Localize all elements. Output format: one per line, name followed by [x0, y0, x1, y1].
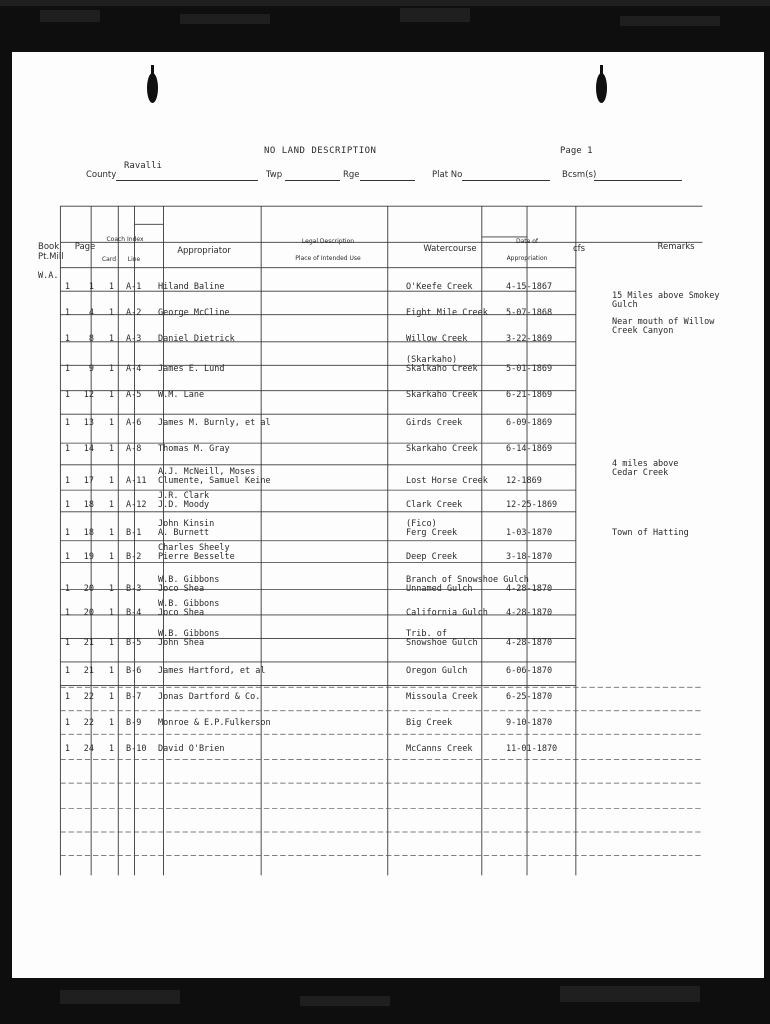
binder-hole-left [147, 73, 158, 103]
cell-remarks: 15 Miles above Smokey Gulch [612, 291, 720, 310]
bcsm-label: Bcsm(s) [562, 170, 597, 180]
cell-line: B-3 [126, 584, 142, 594]
cell-card: 1 [108, 390, 114, 400]
cell-line: B-6 [126, 666, 142, 676]
col-header-appropriator: Appropriator [177, 246, 231, 256]
cell-appropriator: A.J. McNeill, Moses Clumente, Samuel Keine [158, 467, 271, 486]
cell-line: A-1 [126, 282, 142, 292]
cell-book: 1 [64, 608, 70, 618]
cell-date: 12-25-1869 [506, 500, 558, 510]
col-header-date: Date of Appropriation [506, 238, 548, 262]
cell-date: 6-14-1869 [506, 444, 553, 454]
col-header-card: Card [101, 256, 117, 263]
cell-page: 9 [88, 364, 94, 374]
cell-line: A-5 [126, 390, 142, 400]
cell-watercourse: California Gulch [406, 608, 488, 618]
county-label: County [86, 170, 117, 180]
cell-page: 22 [83, 692, 94, 702]
cell-watercourse: Girds Creek [406, 418, 463, 428]
cell-card: 1 [108, 692, 114, 702]
cell-card: 1 [108, 584, 114, 594]
cell-card: 1 [108, 500, 114, 510]
cell-watercourse: Missoula Creek [406, 692, 478, 702]
cell-card: 1 [108, 718, 114, 728]
record-card [12, 52, 764, 978]
cell-appropriator: W.B. Gibbons Joco Shea [158, 599, 220, 618]
cell-date: 3-22-1869 [506, 334, 553, 344]
cell-page: 18 [83, 500, 94, 510]
cell-page: 12 [83, 390, 94, 400]
cell-line: B-5 [126, 638, 142, 648]
cell-page: 21 [83, 638, 94, 648]
cell-line: B-2 [126, 552, 142, 562]
col-header-legal: Legal Description Place of Intended Use [295, 238, 361, 262]
cell-appropriator: Thomas M. Gray [158, 444, 230, 454]
cell-watercourse: O'Keefe Creek [406, 282, 473, 292]
cell-watercourse: Skarkaho Creek [406, 444, 478, 454]
cell-appropriator: J.R. Clark J.D. Moody [158, 491, 210, 510]
county-underline [116, 180, 258, 181]
rge-label: Rge [343, 170, 360, 180]
cell-date: 5-07-1868 [506, 308, 553, 318]
rge-underline [360, 180, 415, 181]
cell-card: 1 [108, 666, 114, 676]
cell-page: 1 [88, 282, 94, 292]
cell-book: 1 [64, 666, 70, 676]
cell-date: 4-28-1870 [506, 638, 553, 648]
cell-page: 21 [83, 666, 94, 676]
cell-book: 1 [64, 692, 70, 702]
page-number: Page 1 [560, 146, 593, 156]
cell-appropriator: W.M. Lane [158, 390, 205, 400]
cell-book: 1 [64, 718, 70, 728]
cell-line: A-12 [126, 500, 147, 510]
cell-date: 6-09-1869 [506, 418, 553, 428]
cell-line: A-6 [126, 418, 142, 428]
cell-appropriator: W.B. Gibbons John Shea [158, 629, 220, 648]
cell-date: 4-28-1870 [506, 608, 553, 618]
cell-page: 19 [83, 552, 94, 562]
cell-page: 24 [83, 744, 94, 754]
cell-card: 1 [108, 364, 114, 374]
col-header-cfs: cfs [572, 244, 586, 254]
cell-watercourse: Eight Mile Creek [406, 308, 488, 318]
cell-date: 4-15-1867 [506, 282, 553, 292]
cell-watercourse: Lost Horse Creek [406, 476, 488, 486]
cell-watercourse: Oregon Gulch [406, 666, 468, 676]
twp-label: Twp [266, 170, 283, 180]
cell-date: 5-01-1869 [506, 364, 553, 374]
cell-date: 4-28-1870 [506, 584, 553, 594]
cell-watercourse: Willow Creek [406, 334, 468, 344]
cell-watercourse: Trib. of Snowshoe Gulch [406, 629, 478, 648]
cell-book: 1 [64, 364, 70, 374]
cell-date: 9-10-1870 [506, 718, 553, 728]
col-header-book: Book Pt.Mill [38, 242, 64, 262]
cell-appropriator: George McCline [158, 308, 230, 318]
cell-page: 20 [83, 608, 94, 618]
cell-appropriator: Hiland Baline [158, 282, 225, 292]
cell-appropriator: John Kinsin A. Burnett [158, 519, 215, 538]
cell-book: 1 [64, 418, 70, 428]
cell-book: 1 [64, 744, 70, 754]
cell-card: 1 [108, 308, 114, 318]
cell-date: 11-01-1870 [506, 744, 558, 754]
cell-watercourse: Deep Creek [406, 552, 458, 562]
cell-card: 1 [108, 638, 114, 648]
cell-line: B-4 [126, 608, 142, 618]
cell-date: 6-06-1870 [506, 666, 553, 676]
cell-appropriator: James E. Lund [158, 364, 225, 374]
col-header-coach-index: Coach Index [106, 236, 144, 243]
cell-book: 1 [64, 476, 70, 486]
document-title: NO LAND DESCRIPTION [264, 146, 377, 156]
cell-date: 12-1869 [506, 476, 542, 486]
cell-watercourse: (Fico) Ferg Creek [406, 519, 458, 538]
cell-line: B-10 [126, 744, 147, 754]
col-header-line: Line [127, 256, 141, 263]
cell-remarks: Town of Hatting [612, 528, 689, 538]
cell-line: A-11 [126, 476, 147, 486]
cell-card: 1 [108, 608, 114, 618]
cell-page: 17 [83, 476, 94, 486]
cell-page: 20 [83, 584, 94, 594]
cell-page: 18 [83, 528, 94, 538]
cell-date: 6-21-1869 [506, 390, 553, 400]
cell-appropriator: Jonas Dartford & Co. [158, 692, 261, 702]
cell-appropriator: Monroe & E.P.Fulkerson [158, 718, 271, 728]
cell-line: B-1 [126, 528, 142, 538]
cell-date: 1-03-1870 [506, 528, 553, 538]
cell-book: 1 [64, 282, 70, 292]
cell-book: 1 [64, 500, 70, 510]
cell-book: 1 [64, 584, 70, 594]
cell-line: A-8 [126, 444, 142, 454]
cell-book: 1 [64, 528, 70, 538]
cell-page: 14 [83, 444, 94, 454]
cell-appropriator: Charles Sheely Pierre Besselte [158, 543, 235, 562]
cell-card: 1 [108, 552, 114, 562]
binder-hole-right [596, 73, 607, 103]
plat-label: Plat No [432, 170, 463, 180]
cell-page: 4 [88, 308, 94, 318]
cell-line: B-9 [126, 718, 142, 728]
cell-page: 13 [83, 418, 94, 428]
cell-book: 1 [64, 552, 70, 562]
cell-appropriator: James Hartford, et al [158, 666, 266, 676]
cell-appropriator: David O'Brien [158, 744, 225, 754]
cell-book: 1 [64, 334, 70, 344]
cell-date: 6-25-1870 [506, 692, 553, 702]
cell-book-note: W.A. [38, 271, 59, 281]
cell-card: 1 [108, 334, 114, 344]
cell-book: 1 [64, 390, 70, 400]
cell-line: B-7 [126, 692, 142, 702]
cell-watercourse: Clark Creek [406, 500, 463, 510]
cell-card: 1 [108, 528, 114, 538]
cell-watercourse: Skarkaho Creek [406, 390, 478, 400]
bcsm-underline [594, 180, 682, 181]
cell-card: 1 [108, 476, 114, 486]
cell-watercourse: Branch of Snowshoe Unnamed Gulch [406, 575, 499, 594]
cell-book: 1 [64, 638, 70, 648]
cell-remarks: Near mouth of Willow Creek Canyon [612, 317, 715, 336]
cell-book: 1 [64, 308, 70, 318]
twp-underline [285, 180, 340, 181]
cell-card: 1 [108, 444, 114, 454]
col-header-page: Page [74, 242, 96, 252]
plat-underline [462, 180, 550, 181]
cell-page: 8 [88, 334, 94, 344]
cell-card: 1 [108, 282, 114, 292]
cell-remarks: 4 miles above Cedar Creek [612, 459, 679, 478]
cell-watercourse: Big Creek [406, 718, 453, 728]
county-value: Ravalli [124, 161, 162, 171]
cell-appropriator: James M. Burnly, et al [158, 418, 271, 428]
cell-page: 22 [83, 718, 94, 728]
col-header-remarks: Remarks [657, 242, 695, 252]
cell-card: 1 [108, 744, 114, 754]
cell-date: 3-18-1870 [506, 552, 553, 562]
cell-book: 1 [64, 444, 70, 454]
cell-line: A-3 [126, 334, 142, 344]
col-header-watercourse: Watercourse [423, 244, 477, 254]
cell-appropriator: W.B. Gibbons Joco Shea [158, 575, 220, 594]
cell-line: A-2 [126, 308, 142, 318]
cell-watercourse: McCanns Creek [406, 744, 473, 754]
cell-card: 1 [108, 418, 114, 428]
cell-appropriator: Daniel Dietrick [158, 334, 235, 344]
cell-line: A-4 [126, 364, 142, 374]
cell-watercourse: (Skarkaho) Skalkaho Creek [406, 355, 478, 374]
